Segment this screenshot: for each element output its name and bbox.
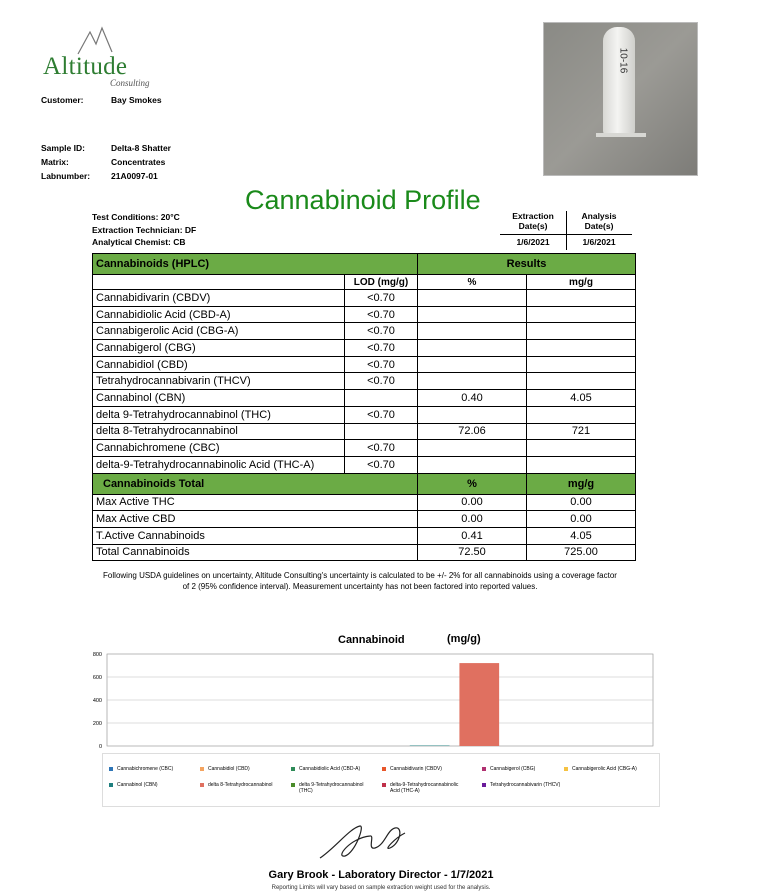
cell-mg	[527, 456, 636, 473]
table-row	[93, 290, 636, 307]
logo-name: Altitude	[43, 53, 128, 80]
customer-value: Bay Smokes	[111, 95, 162, 105]
y-tick-label: 200	[92, 721, 102, 727]
cell-pct	[418, 440, 527, 457]
totals-title: Cannabinoids Total	[93, 473, 418, 494]
table-row	[93, 356, 636, 373]
cell-pct: 0.00	[418, 494, 527, 511]
hplc-title: Cannabinoids (HPLC)	[93, 254, 418, 275]
legend-swatch	[382, 767, 386, 771]
cell-pct: 72.06	[418, 423, 527, 440]
table-column-header	[93, 275, 636, 290]
legend-label: delta-9-Tetrahydrocannabinolic Acid (THC-A)	[390, 782, 459, 794]
legend-label: Tetrahydrocannabivarin (THCV)	[490, 782, 561, 788]
cell-lod: <0.70	[345, 356, 418, 373]
labnumber-value: 21A0097-01	[111, 171, 158, 181]
labnumber-label: Labnumber:	[41, 171, 91, 181]
matrix-label: Matrix:	[41, 157, 69, 167]
cell-pct: 0.00	[418, 511, 527, 528]
cell-name: Cannabigerolic Acid (CBG-A)	[93, 323, 345, 340]
cell-lod	[345, 390, 418, 407]
customer-label: Customer:	[41, 95, 84, 105]
legend-label: delta 9-Tetrahydrocannabinol (THC)	[299, 782, 364, 794]
cell-mg: 721	[527, 423, 636, 440]
legend-label: Cannabichromene (CBC)	[117, 766, 174, 772]
legend-item	[382, 766, 466, 772]
bar	[459, 663, 499, 746]
cell-name: delta-9-Tetrahydrocannabinolic Acid (THC-A)	[93, 456, 345, 473]
results-table	[92, 253, 636, 561]
legend-item	[564, 766, 656, 772]
legend-label: Cannabidiolic Acid (CBD-A)	[299, 766, 361, 772]
cell-mg	[527, 440, 636, 457]
cell-lod: <0.70	[345, 373, 418, 390]
director-signature-line: Gary Brook - Laboratory Director - 1/7/2021	[268, 869, 494, 881]
chart-title: Cannabinoid	[338, 634, 405, 646]
cell-pct	[418, 456, 527, 473]
legend-item	[482, 766, 566, 772]
col-lod: LOD (mg/g)	[345, 275, 418, 290]
legend-swatch	[482, 767, 486, 771]
sample-id-value: Delta-8 Shatter	[111, 143, 171, 153]
cell-name: Cannabidiolic Acid (CBD-A)	[93, 306, 345, 323]
reporting-limit-note: Reporting Limits will vary based on sample extraction weight used for the analysis.	[271, 885, 491, 891]
extraction-date-header: Extraction Date(s)	[512, 211, 554, 231]
legend-item	[382, 782, 466, 794]
cell-name: Max Active THC	[93, 494, 418, 511]
legend-item	[291, 782, 375, 794]
legend-swatch	[564, 767, 568, 771]
cell-mg	[527, 406, 636, 423]
table-row	[93, 323, 636, 340]
signature-image	[315, 818, 410, 866]
cell-pct: 0.40	[418, 390, 527, 407]
legend-item	[200, 766, 284, 772]
cell-pct	[418, 373, 527, 390]
totals-row	[93, 494, 636, 511]
table-row	[93, 390, 636, 407]
cell-mg	[527, 290, 636, 307]
cell-mg: 725.00	[527, 544, 636, 561]
col-pct: %	[418, 275, 527, 290]
cell-mg: 0.00	[527, 494, 636, 511]
cell-lod: <0.70	[345, 306, 418, 323]
analysis-date: 1/6/2021	[582, 237, 616, 247]
matrix-value: Concentrates	[111, 157, 166, 167]
y-tick-label: 800	[92, 652, 102, 658]
cell-name: Max Active CBD	[93, 511, 418, 528]
analysis-date-header: Analysis Date(s)	[581, 211, 617, 231]
table-row	[93, 373, 636, 390]
totals-row	[93, 511, 636, 528]
cell-mg: 4.05	[527, 390, 636, 407]
legend-label: Cannabidivarin (CBDV)	[390, 766, 442, 772]
logo-subtitle: Consulting	[110, 78, 150, 88]
table-row	[93, 423, 636, 440]
legend-swatch	[382, 783, 386, 787]
cell-name: Cannabidiol (CBD)	[93, 356, 345, 373]
cell-pct	[418, 406, 527, 423]
cell-pct	[418, 306, 527, 323]
cell-name: Total Cannabinoids	[93, 544, 418, 561]
legend-item	[109, 782, 193, 788]
cell-lod: <0.70	[345, 406, 418, 423]
legend-label: Cannabidiol (CBD)	[208, 766, 250, 772]
vial-label: 10-16	[617, 47, 629, 74]
chart-legend	[102, 753, 660, 807]
sample-id-label: Sample ID:	[41, 143, 85, 153]
extraction-technician: Extraction Technician: DF	[92, 225, 197, 235]
cell-mg	[527, 323, 636, 340]
cell-pct	[418, 323, 527, 340]
legend-item	[291, 766, 375, 772]
legend-swatch	[109, 783, 113, 787]
table-row	[93, 456, 636, 473]
legend-swatch	[291, 767, 295, 771]
cell-mg	[527, 373, 636, 390]
cell-pct	[418, 356, 527, 373]
y-tick-label: 0	[98, 744, 102, 750]
y-tick-label: 400	[92, 698, 102, 704]
totals-col-pct: %	[418, 473, 527, 494]
extraction-date: 1/6/2021	[516, 237, 550, 247]
table-section-header	[93, 254, 636, 275]
cell-mg	[527, 356, 636, 373]
cell-mg	[527, 340, 636, 357]
totals-section-header	[93, 473, 636, 494]
analytical-chemist: Analytical Chemist: CB	[92, 237, 186, 247]
uncertainty-footnote: Following USDA guidelines on uncertainty, Altitude Consulting's uncertainty is calculated to be +/- 2% for all cannabinoids using a coverage factor of 2 (95% confidence interval). Measurement uncertainty has not been factored into reported values.	[103, 571, 617, 591]
table-row	[93, 440, 636, 457]
test-conditions: Test Conditions: 20°C	[92, 212, 180, 222]
cell-name: delta 8-Tetrahydrocannabinol	[93, 423, 345, 440]
results-title: Results	[418, 254, 636, 275]
cell-lod	[345, 423, 418, 440]
cell-lod: <0.70	[345, 323, 418, 340]
cell-mg: 4.05	[527, 527, 636, 544]
cell-pct	[418, 290, 527, 307]
cell-lod: <0.70	[345, 456, 418, 473]
col-mg: mg/g	[527, 275, 636, 290]
cell-lod: <0.70	[345, 340, 418, 357]
cell-pct: 72.50	[418, 544, 527, 561]
vial-shape	[603, 27, 635, 135]
legend-swatch	[291, 783, 295, 787]
cell-pct	[418, 340, 527, 357]
cell-lod: <0.70	[345, 440, 418, 457]
y-tick-label: 600	[92, 675, 102, 681]
sample-photo	[543, 22, 698, 176]
cell-name: Cannabichromene (CBC)	[93, 440, 345, 457]
legend-label: Cannabigerol (CBG)	[490, 766, 536, 772]
legend-swatch	[482, 783, 486, 787]
legend-label: delta 8-Tetrahydrocannabinol	[208, 782, 273, 788]
cell-name: Cannabinol (CBN)	[93, 390, 345, 407]
legend-item	[109, 766, 193, 772]
chart-title-unit: (mg/g)	[447, 633, 481, 645]
table-row	[93, 340, 636, 357]
legend-label: Cannabinol (CBN)	[117, 782, 158, 788]
cell-lod: <0.70	[345, 290, 418, 307]
totals-row	[93, 544, 636, 561]
cell-pct: 0.41	[418, 527, 527, 544]
legend-label: Cannabigerolic Acid (CBG-A)	[572, 766, 637, 772]
legend-item	[482, 782, 566, 788]
cell-mg: 0.00	[527, 511, 636, 528]
cell-name: Cannabidivarin (CBDV)	[93, 290, 345, 307]
legend-item	[200, 782, 284, 788]
cell-name: T.Active Cannabinoids	[93, 527, 418, 544]
totals-row	[93, 527, 636, 544]
cell-name: Cannabigerol (CBG)	[93, 340, 345, 357]
legend-swatch	[200, 783, 204, 787]
legend-swatch	[200, 767, 204, 771]
totals-col-mg: mg/g	[527, 473, 636, 494]
cell-mg	[527, 306, 636, 323]
page-title: Cannabinoid Profile	[245, 185, 481, 215]
cell-name: Tetrahydrocannabivarin (THCV)	[93, 373, 345, 390]
bar-chart	[70, 648, 670, 753]
legend-swatch	[109, 767, 113, 771]
table-row	[93, 406, 636, 423]
cell-name: delta 9-Tetrahydrocannabinol (THC)	[93, 406, 345, 423]
table-row	[93, 306, 636, 323]
